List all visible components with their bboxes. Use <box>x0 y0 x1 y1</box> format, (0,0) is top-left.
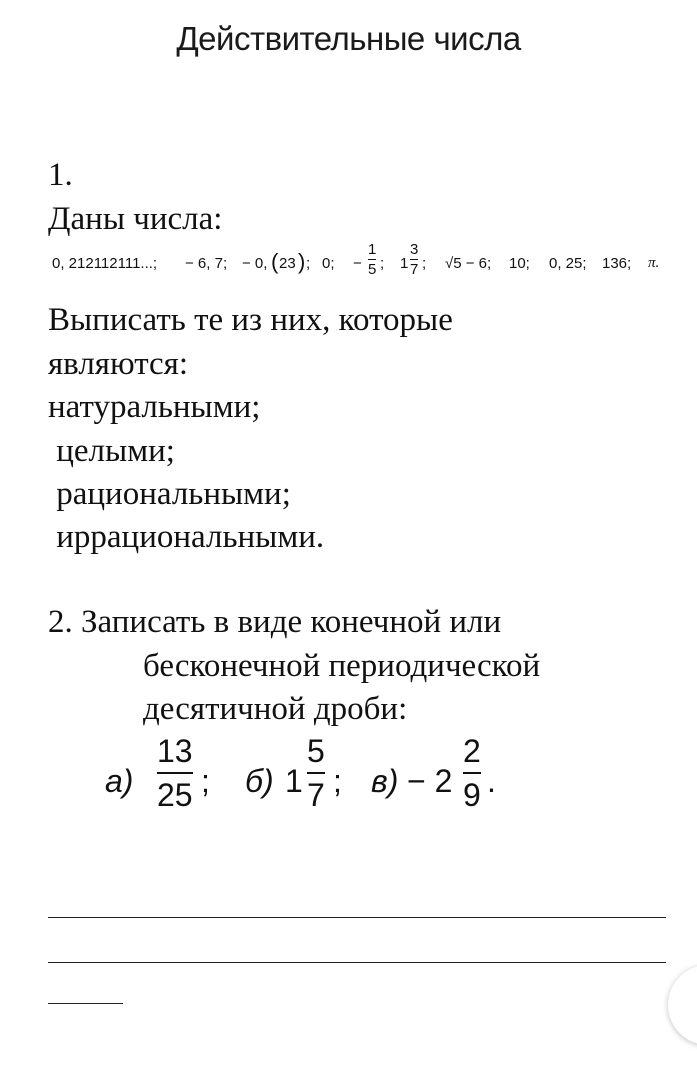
fraction <box>410 242 418 277</box>
fraction <box>307 735 325 811</box>
separator: ; <box>201 763 210 799</box>
fraction <box>157 735 193 811</box>
number-item: 10; <box>509 255 530 272</box>
answer-line <box>48 917 666 918</box>
minus-sign: − <box>353 255 362 272</box>
task2-line: 2. Записать в виде конечной или <box>48 604 502 640</box>
instruction-line: целыми; <box>48 433 175 469</box>
period: . <box>487 763 496 799</box>
task2-line: десятичной дроби: <box>143 691 408 727</box>
number-item: 0; <box>322 255 335 272</box>
number-item: 0, 25; <box>549 255 587 272</box>
instruction-line: являются: <box>48 346 189 382</box>
instruction-line: натуральными; <box>48 389 261 425</box>
fraction-numerator: 3 <box>410 241 419 258</box>
instruction-line: рациональными; <box>48 476 291 512</box>
fraction-bar <box>463 772 481 774</box>
item-label: а) <box>105 763 134 799</box>
number-item: − 6, 7; <box>185 255 228 272</box>
task2-line: бесконечной периодической <box>143 648 541 684</box>
fraction-denominator: 7 <box>410 261 419 278</box>
answer-line <box>48 1003 123 1004</box>
fraction-denominator: 5 <box>368 261 377 278</box>
number-item: 0, 212112111...; <box>52 255 158 272</box>
separator: ; <box>333 763 342 799</box>
mixed-whole: 1 <box>400 255 409 272</box>
number-item: π. <box>648 255 660 271</box>
item-label: б) <box>245 763 274 799</box>
fraction-numerator: 2 <box>463 733 481 769</box>
item-label: в) <box>371 763 399 799</box>
number-separator: ; <box>306 255 311 272</box>
number-item: 136; <box>602 255 632 272</box>
task2-fractions <box>105 735 525 835</box>
fraction-bar <box>157 772 193 774</box>
instruction-line: иррациональными. <box>48 519 325 555</box>
number-item: 23 <box>279 255 296 272</box>
task1-number: 1. <box>48 157 73 193</box>
fraction-numerator: 5 <box>307 733 325 769</box>
number-item: √5 − 6; <box>445 255 492 272</box>
number-separator: ; <box>422 255 427 272</box>
number-separator: ; <box>380 255 385 272</box>
fraction-numerator: 1 <box>368 241 377 258</box>
page-title: Действительные числа <box>176 20 521 57</box>
fraction-bar <box>410 259 418 260</box>
answer-line <box>48 962 666 963</box>
number-item: − 0, <box>242 255 268 272</box>
fraction-denominator: 7 <box>307 777 325 813</box>
instruction-line: Выписать те из них, которые <box>48 302 453 338</box>
fraction-denominator: 25 <box>157 777 193 813</box>
fraction-bar <box>368 259 376 260</box>
fraction <box>368 242 376 277</box>
fraction-bar <box>307 772 325 774</box>
numbers-row <box>52 240 682 290</box>
mixed-whole: − 2 <box>407 763 453 799</box>
paren-open: ( <box>271 249 279 274</box>
floating-action-button[interactable] <box>668 965 697 1045</box>
paren-close: ) <box>298 249 306 274</box>
fraction-denominator: 9 <box>463 777 481 813</box>
fraction-numerator: 13 <box>157 733 193 769</box>
task1-given-label: Даны числа: <box>48 201 223 237</box>
mixed-whole: 1 <box>285 763 303 799</box>
fraction <box>463 735 481 811</box>
